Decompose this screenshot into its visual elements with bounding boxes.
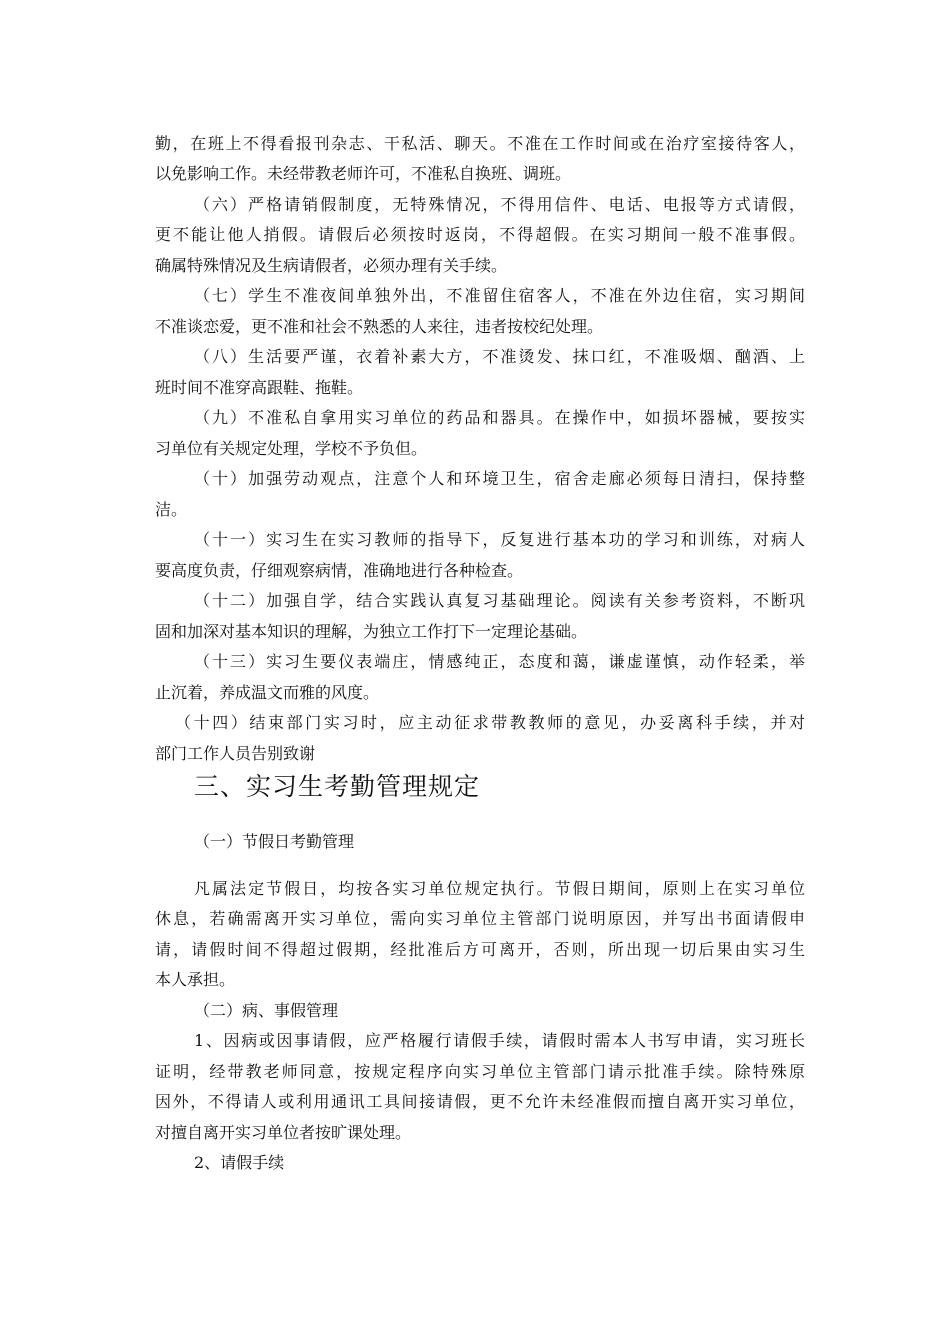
paragraph-line: 习单位有关规定处理，学校不予负但。 — [155, 439, 428, 458]
paragraph-line: 止沉着，养成温文而雅的风度。 — [155, 683, 380, 702]
paragraph-line: 凡属法定节假日，均按各实习单位规定执行。节假日期间，原则上在实习单位 — [194, 879, 805, 898]
section-heading: 三、实习生考勤管理规定 — [194, 772, 481, 801]
rule-item-7: （七）学生不准夜间单独外出，不准留住宿客人，不准在外边住宿，实习期间 — [194, 286, 805, 305]
paragraph-line: 请，请假时间不得超过假期，经批准后方可离开，否则，所出现一切后果由实习生 — [155, 940, 805, 959]
paragraph-line: 本人承担。 — [155, 970, 236, 989]
paragraph-line: 勤，在班上不得看报刊杂志、干私活、聊天。不准在工作时间或在治疗室接待客人， — [155, 134, 805, 153]
paragraph-line: 洁。 — [155, 500, 188, 519]
paragraph-line: 1、因病或因事请假，应严格履行请假手续，请假时需本人书写申请，实习班长 — [194, 1031, 805, 1050]
paragraph-line: 证明，经带教老师同意，按规定程序向实习单位主管部门请示批准手续。除特殊原 — [155, 1062, 805, 1081]
rule-item-13: （十三）实习生要仪表端庄，情感纯正，态度和蔼，谦虚谨慎，动作轻柔，举 — [194, 652, 805, 671]
paragraph-line: 班时间不准穿高跟鞋、拖鞋。 — [155, 378, 364, 397]
rule-item-6: （六）严格请销假制度，无特殊情况，不得用信件、电话、电报等方式请假， — [194, 195, 805, 214]
paragraph-line: 固和加深对基本知识的理解，为独立工作打下一定理论基础。 — [155, 622, 588, 641]
list-item: 2、请假手续 — [194, 1153, 285, 1172]
rule-item-9: （九）不准私自拿用实习单位的药品和器具。在操作中，如损坏器械，要按实 — [194, 408, 805, 427]
paragraph-line: 对擅自离开实习单位者按旷课处理。 — [155, 1123, 412, 1142]
subsection-heading: （一）节假日考勤管理 — [194, 832, 355, 851]
rule-item-11: （十一）实习生在实习教师的指导下，反复进行基本功的学习和训练，对病人 — [194, 530, 805, 549]
rule-item-8: （八）生活要严谨，衣着补素大方，不准烫发、抹口红，不准吸烟、酗酒、上 — [194, 347, 805, 366]
paragraph-line: 不准谈恋爱，更不准和社会不熟悉的人来往，违者按校纪处理。 — [155, 317, 604, 336]
rule-item-12: （十二）加强自学，结合实践认真复习基础理论。阅读有关参考资料，不断巩 — [194, 591, 805, 610]
paragraph-line: 以免影响工作。未经带教老师许可，不准私自换班、调班。 — [155, 164, 572, 183]
rule-item-14: （十四）结束部门实习时，应主动征求带教教师的意见，办妥离科手续，并对 — [175, 713, 805, 732]
paragraph-line: 因外，不得请人或利用通讯工具间接请假，更不允许未经准假而擅自离开实习单位， — [155, 1092, 805, 1111]
paragraph-line: 休息，若确需离开实习单位，需向实习单位主管部门说明原因，并写出书面请假申 — [155, 909, 805, 928]
paragraph-line: 要高度负责，仔细观察病情，准确地进行各种检查。 — [155, 561, 524, 580]
paragraph-line: 确属特殊情况及生病请假者，必须办理有关手续。 — [155, 256, 508, 275]
subsection-heading: （二）病、事假管理 — [194, 1001, 339, 1020]
paragraph-line: 部门工作人员告别致谢 — [155, 744, 316, 763]
rule-item-10: （十）加强劳动观点，注意个人和环境卫生，宿舍走廊必须每日清扫，保持整 — [194, 469, 805, 488]
paragraph-line: 更不能让他人捎假。请假后必须按时返岗，不得超假。在实习期间一般不准事假。 — [155, 225, 805, 244]
